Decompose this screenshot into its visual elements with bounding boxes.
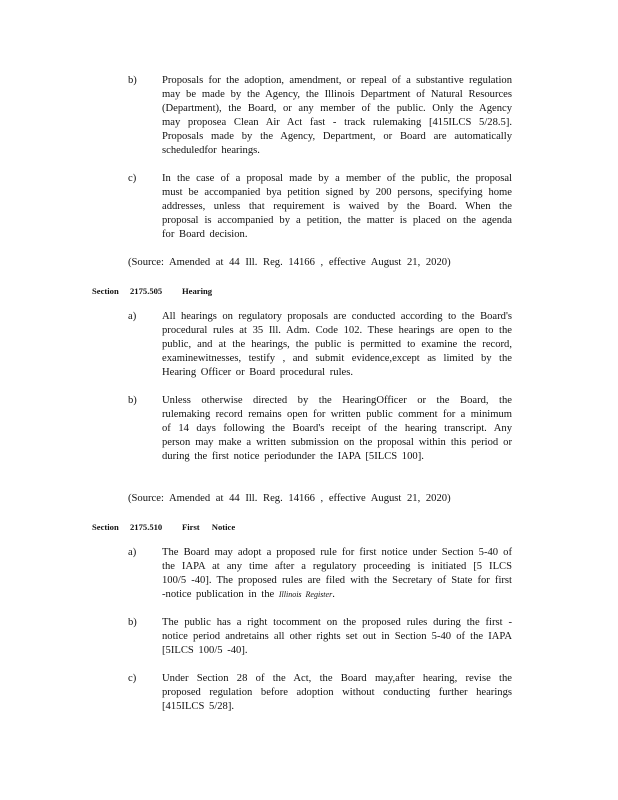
- publication-name: Illinois Register: [278, 590, 333, 599]
- item-label: c): [128, 673, 137, 684]
- source-note: (Source: Amended at 44 Ill. Reg. 14166 , effective August 21, 2020): [128, 493, 451, 504]
- item-label: a): [128, 311, 137, 322]
- item-text: [162, 546, 512, 602]
- list-item-c: [128, 172, 518, 242]
- item-text-end: .: [332, 589, 335, 600]
- item-text: Unless otherwise directed by the HearingOfficer or the Board, the rulemaking record remains open for written public comment for a minimum of 14 days following the Board's receipt of the hearing transcript. Any person may make a written submission on the proposal within this period or during the first notice periodunder the IAPA [5ILCS 100].: [162, 395, 512, 462]
- item-text: All hearings on regulatory proposals are conducted according to the Board's procedural rules at 35 Ill. Adm. Code 102. These hearings are open to the public, and at the hearings, the public is permitted to examine the record, examinewitnesses, testify , and submit evidence,except as limited by the Hearing Officer or Board procedural rules.: [162, 311, 512, 378]
- list-item-b: [128, 74, 518, 158]
- section-number: 2175.505: [130, 286, 163, 296]
- item-label: b): [128, 75, 137, 86]
- item-label: a): [128, 547, 137, 558]
- item-text: Proposals for the adoption, amendment, or repeal of a substantive regulation may be made by the Agency, the Illinois Department of Natural Resources (Department), the Board, or any member of the public. Only the Agency may proposea Clean Air Act fast - track rulemaking [415ILCS 5/28.5]. Proposals made by the Agency, Department, or Board are automatically scheduledfor hearings.: [162, 75, 512, 156]
- list-item-a: [128, 310, 518, 380]
- item-text-main: The Board may adopt a proposed rule for first notice under Section 5-40 of the IAPA at any time after a regulatory proceeding is initiated [5 ILCS 100/5 -40]. The proposed rules are filed with the Secretary of State for first -notice publication in the: [162, 547, 512, 600]
- section-number: 2175.510: [130, 522, 163, 532]
- list-item-c: [128, 672, 518, 714]
- item-label: b): [128, 617, 137, 628]
- item-text: The public has a right tocomment on the proposed rules during the first - notice period andretains all other rights set out in Section 5-40 of the IAPA [5ILCS 100/5 -40].: [162, 617, 512, 656]
- section-title: Hearing: [182, 286, 213, 296]
- item-text: In the case of a proposal made by a member of the public, the proposal must be accompanied bya petition signed by 200 persons, specifying home addresses, unless that requirement is waived by the Board. When the proposal is accompanied by a petition, the matter is placed on the agenda for Board decision.: [162, 173, 512, 240]
- section-word: Section: [92, 522, 119, 532]
- section-word: Section: [92, 286, 119, 296]
- section-heading-2175-505: [92, 284, 392, 298]
- section-title: First Notice: [182, 522, 236, 532]
- list-item-b: [128, 616, 518, 658]
- list-item-a: [128, 546, 518, 602]
- item-label: b): [128, 395, 137, 406]
- item-label: c): [128, 173, 137, 184]
- list-item-b: [128, 394, 518, 464]
- source-note: (Source: Amended at 44 Ill. Reg. 14166 , effective August 21, 2020): [128, 257, 451, 268]
- section-heading-2175-510: [92, 520, 392, 534]
- item-text: Under Section 28 of the Act, the Board may,after hearing, revise the proposed regulation before adoption without conducting further hearings [415ILCS 5/28].: [162, 673, 512, 712]
